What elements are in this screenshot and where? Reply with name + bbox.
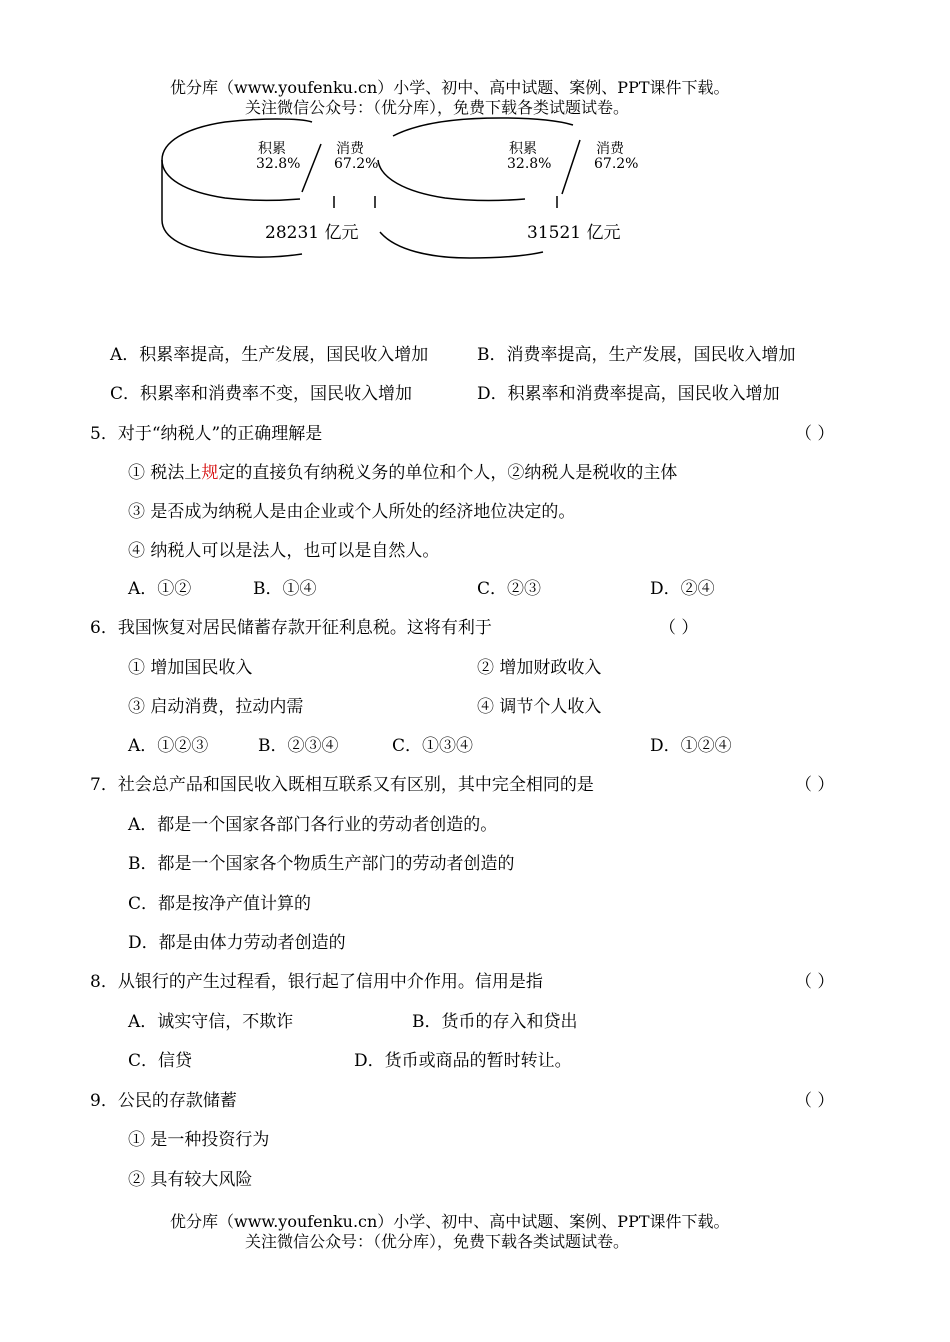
footer-line-2: 关注微信公众号：（优分库），免费下载各类试题试卷。 <box>245 1232 630 1251</box>
q8-option-d: D．货币或商品的暂时转让。 <box>354 1051 572 1071</box>
q7-option-c: C．都是按净产值计算的 <box>128 894 312 914</box>
right-cylinder-bottom-arc <box>380 232 543 258</box>
q6-statement-3: ③ 启动消费，拉动内需 <box>128 697 304 717</box>
left-consume-label: 消费 <box>336 141 364 157</box>
right-accum-pct: 32.8% <box>507 156 552 172</box>
q8-option-c: C．信贷 <box>128 1051 193 1071</box>
right-cylinder-top-arc <box>393 118 573 136</box>
q6-option-b: B．②③④ <box>258 736 339 756</box>
q5-option-c: C．②③ <box>477 579 542 599</box>
left-divider <box>302 144 321 192</box>
q7-option-a: A．都是一个国家各部门各行业的劳动者创造的。 <box>128 815 498 835</box>
q6-statement-1: ① 增加国民收入 <box>128 658 253 678</box>
q5-option-a: A．①② <box>128 579 192 599</box>
q4-option-b: B．消费率提高，生产发展，国民收入增加 <box>477 345 796 365</box>
q5-s1-pre: ① 税法上 <box>128 463 202 483</box>
left-consume-pct: 67.2% <box>334 156 379 172</box>
q8-option-a: A．诚实守信，不欺诈 <box>128 1012 294 1032</box>
footer-line-1: 优分库（www.youfenku.cn）小学、初中、高中试题、案例、PPT课件下载。 <box>170 1212 730 1231</box>
q6-option-c: C．①③④ <box>392 736 474 756</box>
q4-option-d: D．积累率和消费率提高，国民收入增加 <box>477 384 780 404</box>
q9-statement-2: ② 具有较大风险 <box>128 1170 253 1190</box>
q5-option-b: B．①④ <box>253 579 317 599</box>
q8-stem: 8．从银行的产生过程看，银行起了信用中介作用。信用是指 <box>90 972 543 992</box>
q7-option-d: D．都是由体力劳动者创造的 <box>128 933 346 953</box>
q8-option-b: B．货币的存入和贷出 <box>412 1012 578 1032</box>
q5-statement-1 <box>128 462 677 484</box>
q8-answer-paren: （ ） <box>795 972 835 992</box>
q5-statement-4: ④ 纳税人可以是法人，也可以是自然人。 <box>128 541 440 561</box>
right-accum-label: 积累 <box>509 141 537 157</box>
q6-option-a: A．①②③ <box>128 736 209 756</box>
q6-stem: 6．我国恢复对居民储蓄存款开征利息税。这将有利于 <box>90 618 492 638</box>
q7-option-b: B．都是一个国家各个物质生产部门的劳动者创造的 <box>128 854 515 874</box>
header-line-1: 优分库（www.youfenku.cn）小学、初中、高中试题、案例、PPT课件下载。 <box>170 78 730 97</box>
q4-option-a: A．积累率提高，生产发展，国民收入增加 <box>110 345 429 365</box>
q5-answer-paren: （ ） <box>795 424 835 444</box>
q5-statement-3: ③ 是否成为纳税人是由企业或个人所处的经济地位决定的。 <box>128 502 576 522</box>
left-total: 28231 亿元 <box>265 223 359 243</box>
q9-statement-1: ① 是一种投资行为 <box>128 1130 270 1150</box>
right-total: 31521 亿元 <box>527 223 621 243</box>
q6-answer-paren: （ ） <box>659 618 699 638</box>
header-line-2: 关注微信公众号：（优分库），免费下载各类试题试卷。 <box>245 98 630 117</box>
cylinder-diagram <box>0 0 950 300</box>
left-accum-pct: 32.8% <box>256 156 301 172</box>
q5-option-d: D．②④ <box>650 579 715 599</box>
q9-answer-paren: （ ） <box>795 1091 835 1111</box>
q5-s1-post: 定的直接负有纳税义务的单位和个人，②纳税人是税收的主体 <box>218 463 678 483</box>
q4-option-c: C．积累率和消费率不变，国民收入增加 <box>110 384 413 404</box>
left-accum-label: 积累 <box>258 141 286 157</box>
right-consume-label: 消费 <box>596 141 624 157</box>
q9-stem: 9．公民的存款储蓄 <box>90 1091 237 1111</box>
right-cylinder-front-arc <box>378 160 525 200</box>
q7-stem: 7．社会总产品和国民收入既相互联系又有区别，其中完全相同的是 <box>90 775 594 795</box>
q6-statement-4: ④ 调节个人收入 <box>477 697 602 717</box>
right-divider <box>562 140 580 194</box>
q6-option-d: D．①②④ <box>650 736 732 756</box>
q5-s1-red-char: 规 <box>201 463 219 483</box>
right-consume-pct: 67.2% <box>594 156 639 172</box>
q6-statement-2: ② 增加财政收入 <box>477 658 602 678</box>
q7-answer-paren: （ ） <box>795 775 835 795</box>
q5-stem: 5．对于“纳税人”的正确理解是 <box>90 424 323 444</box>
